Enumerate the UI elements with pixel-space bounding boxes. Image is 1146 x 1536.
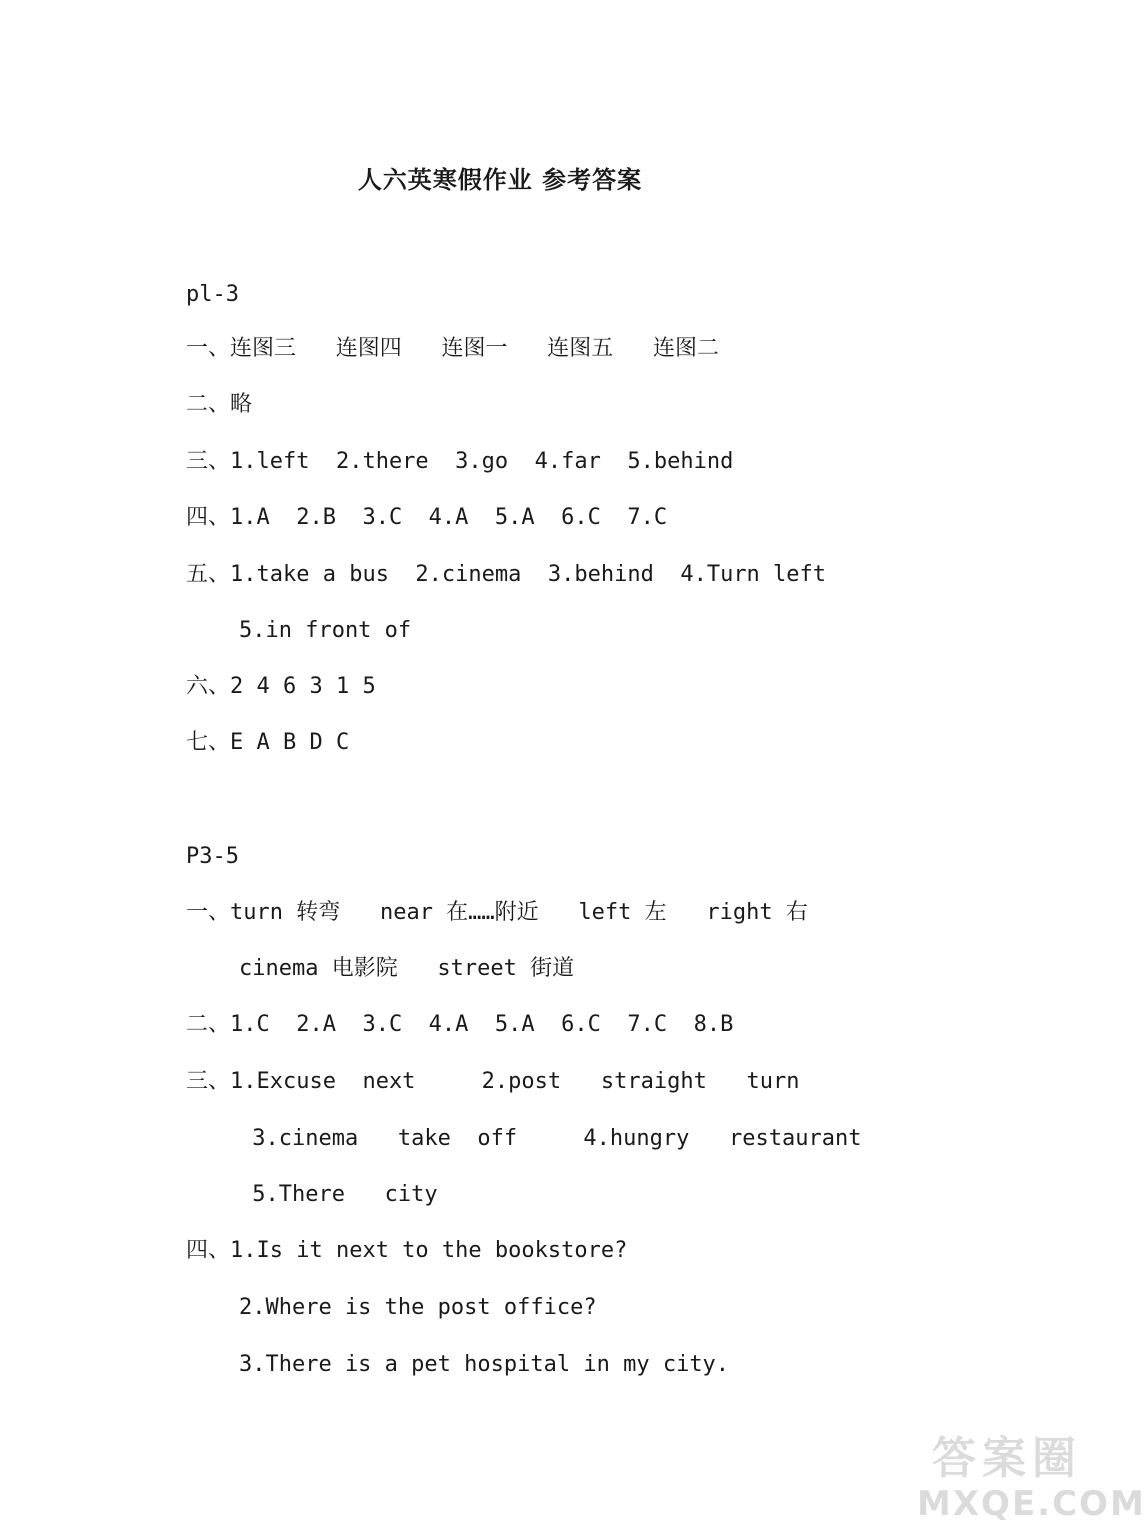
section-2-line-6: 5.There city [186,1182,438,1207]
section-1-line-8: 七、E A B D C [186,730,350,755]
section-2-header: P3-5 [186,844,239,869]
section-2-line-7: 四、1.Is it next to the bookstore? [186,1238,628,1263]
page-title: 人六英寒假作业 参考答案 [357,166,643,194]
watermark-logo [917,1422,1146,1532]
section-1-line-2: 二、略 [186,392,253,417]
section-2-line-9: 3.There is a pet hospital in my city. [186,1352,730,1377]
section-2-line-2: cinema 电影院 street 街道 [186,956,575,981]
section-2-line-1: 一、turn 转弯 near 在……附近 left 左 right 右 [186,900,808,925]
section-2-line-3: 二、1.C 2.A 3.C 4.A 5.A 6.C 7.C 8.B [186,1012,734,1037]
watermark-top-text: 答案圈 [932,1433,1082,1484]
section-1-line-4: 四、1.A 2.B 3.C 4.A 5.A 6.C 7.C [186,505,668,530]
section-2-line-8: 2.Where is the post office? [186,1295,597,1320]
section-2-line-4: 三、1.Excuse next 2.post straight turn [186,1069,800,1094]
section-1-header: pl-3 [186,282,239,307]
section-1-line-5: 五、1.take a bus 2.cinema 3.behind 4.Turn left [186,562,827,587]
section-1-line-1: 一、连图三 连图四 连图一 连图五 连图二 [186,336,719,361]
section-2-line-5: 3.cinema take off 4.hungry restaurant [186,1126,862,1151]
section-1-line-3: 三、1.left 2.there 3.go 4.far 5.behind [186,449,734,474]
watermark-bottom-text: MXQE.COM [917,1484,1146,1524]
section-1-line-6: 5.in front of [186,618,412,643]
section-1-line-7: 六、2 4 6 3 1 5 [186,674,376,699]
